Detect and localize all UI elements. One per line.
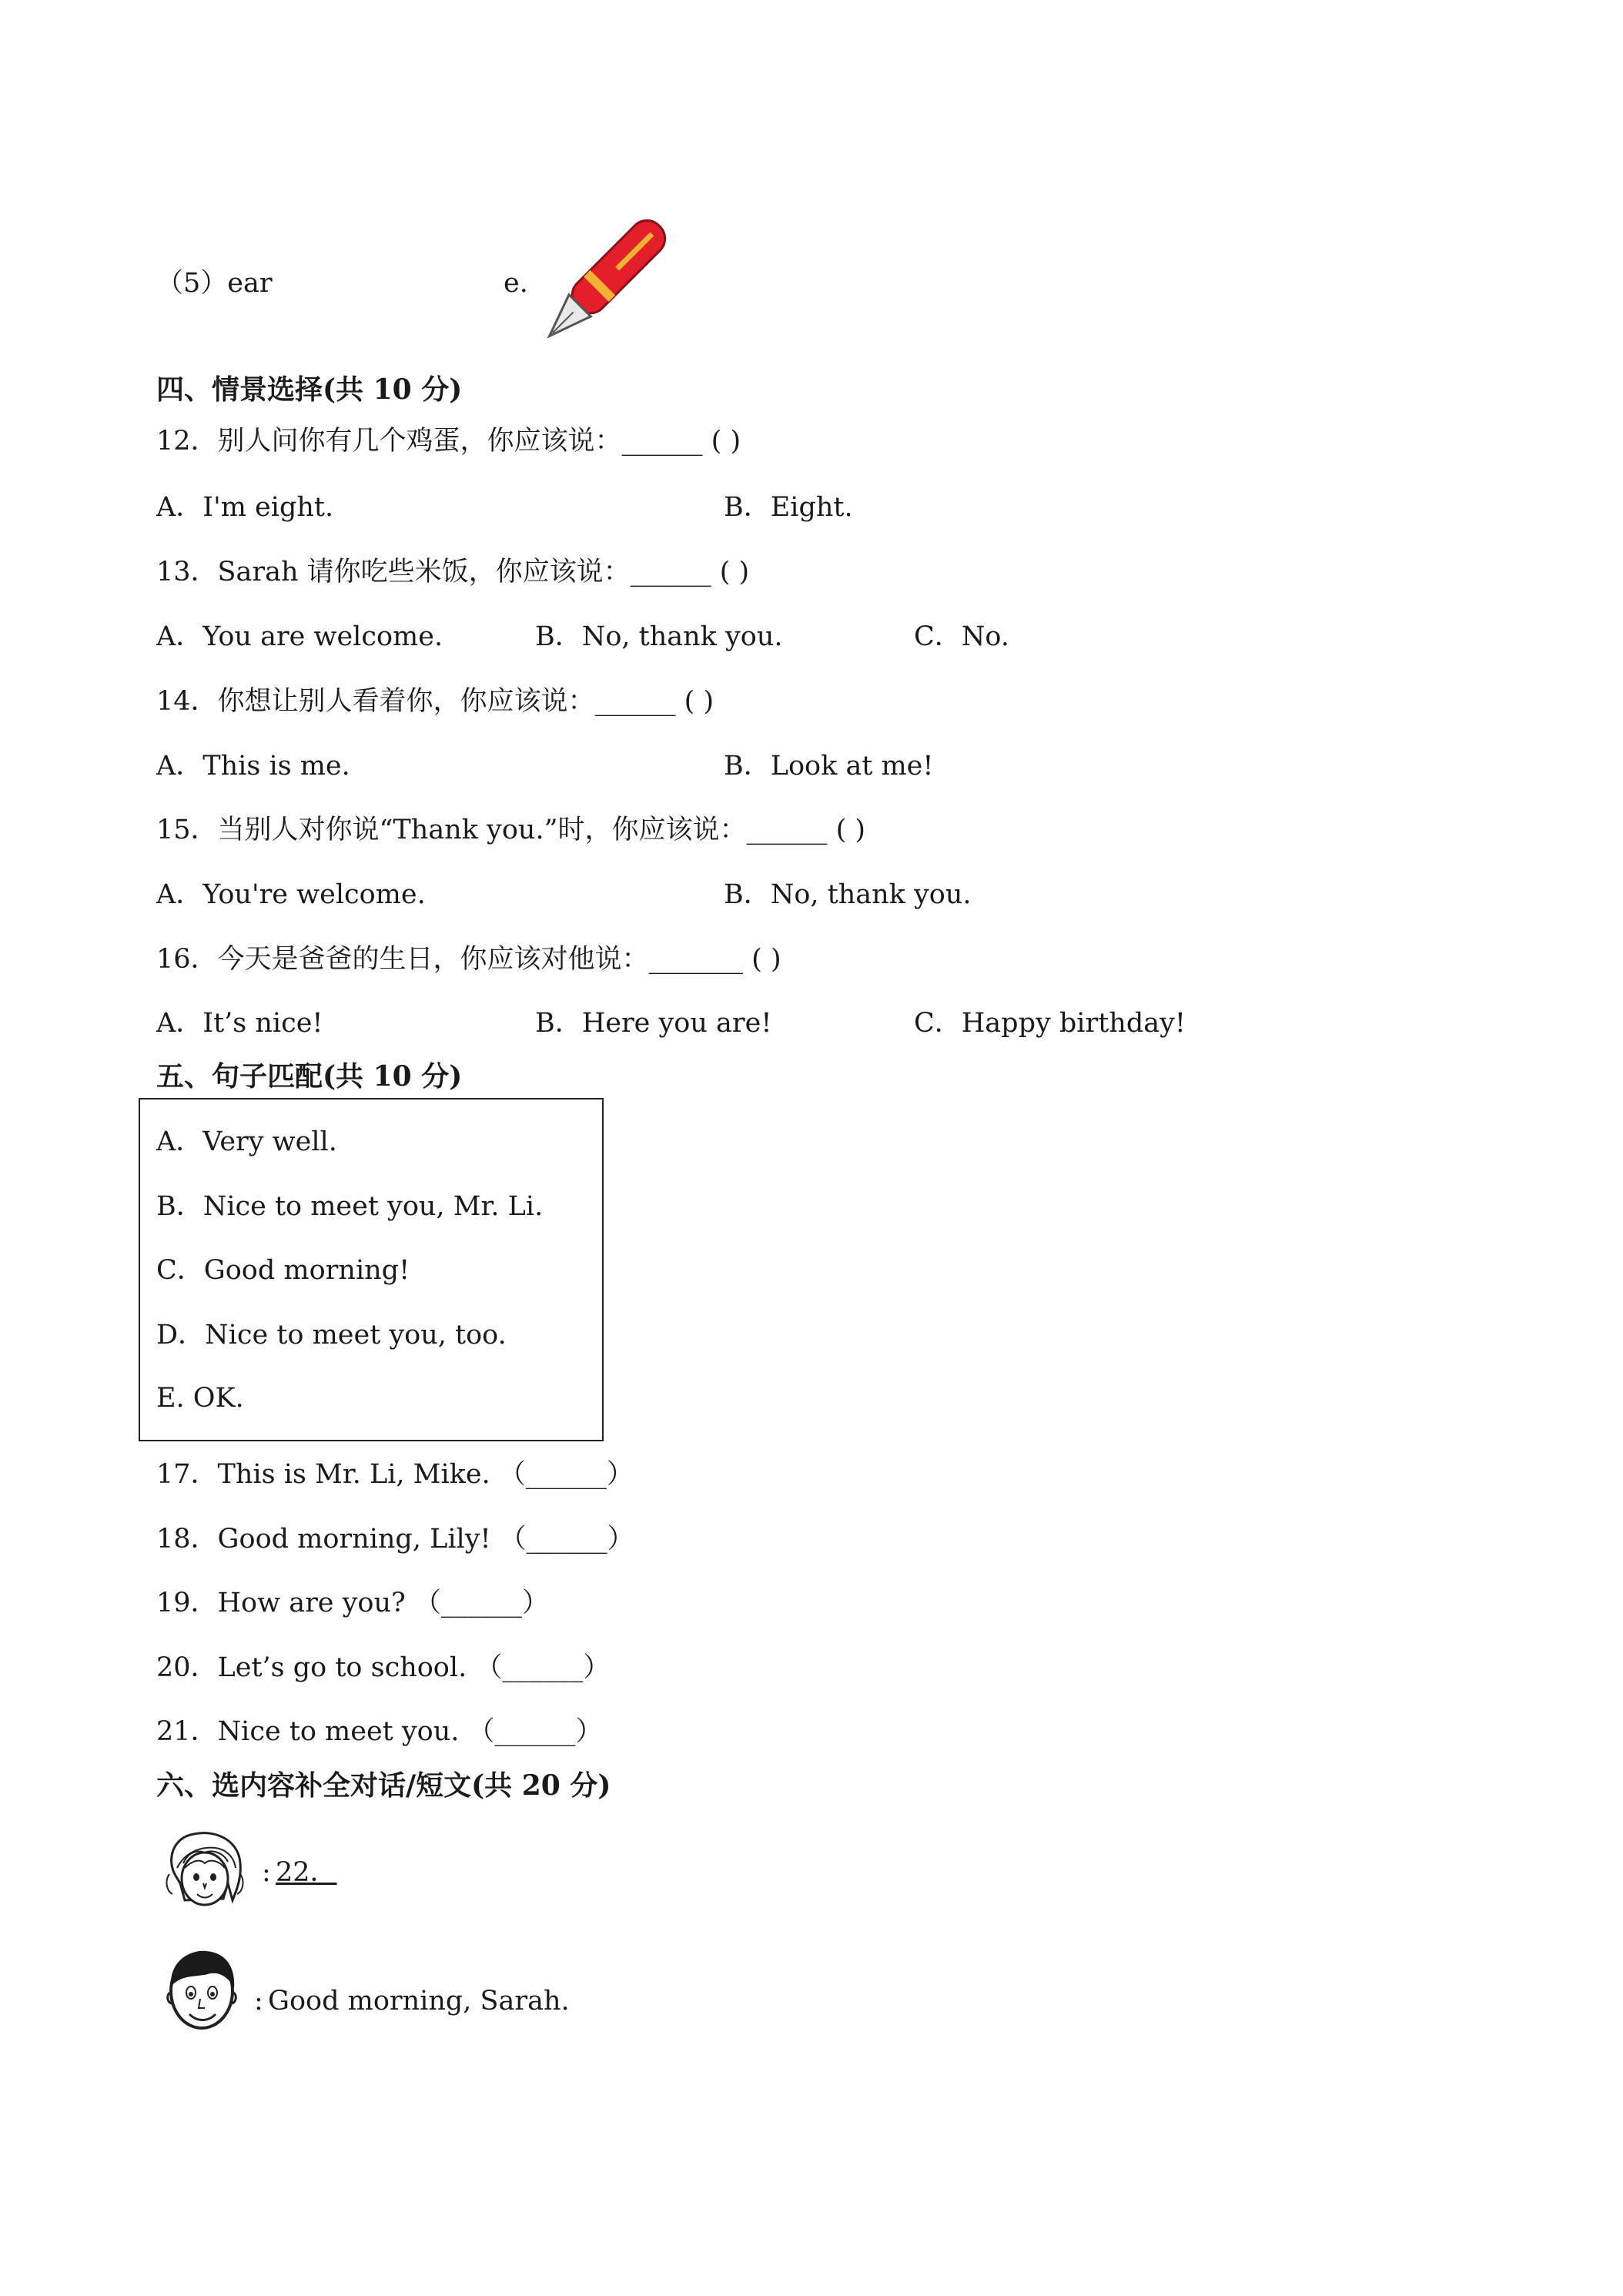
q16-option-c: C．Happy birthday! (914, 1008, 1186, 1039)
question-14: 14．你想让别人看着你，你应该说：______ ( ) (156, 686, 714, 717)
option-e-letter: e. (504, 268, 528, 299)
pen-icon (531, 208, 678, 354)
question-13: 13．Sarah 请你吃些米饭，你应该说：______ ( ) (156, 557, 750, 587)
q15-option-a: A．You're welcome. (156, 879, 426, 910)
box-option-d: D．Nice to meet you, too. (156, 1320, 507, 1350)
box-option-a: A．Very well. (156, 1126, 337, 1157)
dialogue-line-1-prefix: : (262, 1857, 271, 1888)
dialogue-line-2-prefix: : (254, 1986, 263, 2017)
girl-face-icon (162, 1829, 248, 1914)
q13-option-b: B．No, thank you. (535, 621, 783, 652)
question-20: 20．Let’s go to school. （______） (156, 1652, 611, 1683)
section-6-heading: 六、选内容补全对话/短文(共 20 分) (156, 1769, 611, 1802)
q16-option-a: A．It’s nice! (156, 1008, 323, 1039)
box-option-b: B．Nice to meet you, Mr. Li. (156, 1191, 544, 1222)
question-18: 18．Good morning, Lily! （______） (156, 1524, 634, 1555)
question-21: 21．Nice to meet you. （______） (156, 1716, 603, 1747)
dialogue-line-1-blank: 22． (276, 1857, 337, 1888)
match-item-5-label: （5）ear (156, 268, 273, 299)
question-17: 17．This is Mr. Li, Mike. （______） (156, 1459, 634, 1490)
q14-option-a: A．This is me. (156, 751, 350, 782)
q13-option-a: A．You are welcome. (156, 621, 443, 652)
question-12: 12．别人问你有几个鸡蛋，你应该说：______ ( ) (156, 426, 741, 457)
box-option-e: E. OK. (156, 1383, 244, 1414)
question-15: 15．当别人对你说“Thank you.”时，你应该说：______ ( ) (156, 815, 866, 845)
boy-face-icon (162, 1945, 242, 2034)
q15-option-b: B．No, thank you. (724, 879, 972, 910)
q13-option-c: C．No. (914, 621, 1009, 652)
question-16: 16．今天是爸爸的生日，你应该对他说：_______ ( ) (156, 944, 781, 975)
question-19: 19．How are you? （______） (156, 1588, 549, 1618)
dialogue-line-2-text: Good morning, Sarah. (268, 1986, 570, 2017)
section-4-heading: 四、情景选择(共 10 分) (156, 373, 463, 406)
box-option-c: C．Good morning! (156, 1255, 410, 1286)
q12-option-a: A．I'm eight. (156, 492, 334, 523)
q14-option-b: B．Look at me! (724, 751, 934, 782)
q12-option-b: B．Eight. (724, 492, 853, 523)
section-5-heading: 五、句子匹配(共 10 分) (156, 1060, 463, 1093)
q16-option-b: B．Here you are! (535, 1008, 772, 1039)
